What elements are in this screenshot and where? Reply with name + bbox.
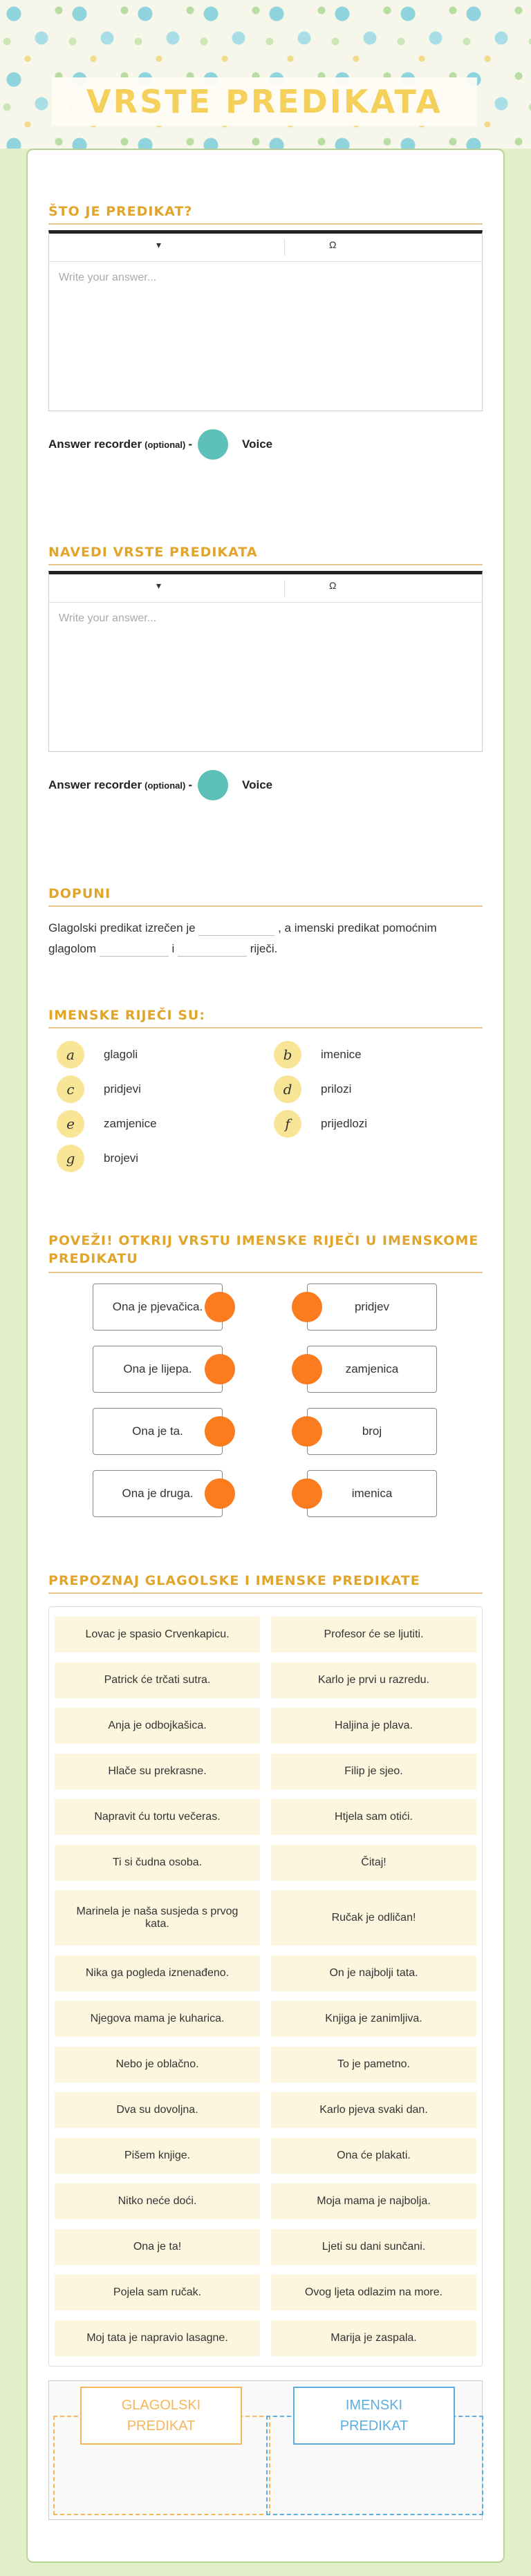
bucket-label-line1: IMENSKI bbox=[345, 2398, 403, 2413]
match-left-connector[interactable] bbox=[205, 1292, 235, 1322]
fill-in-text bbox=[48, 918, 483, 959]
answer-textarea[interactable]: Write your answer... bbox=[59, 612, 157, 624]
fill-text-1: Glagolski predikat izrečen je bbox=[48, 921, 196, 934]
section-heading: ŠTO JE PREDIKAT? bbox=[48, 204, 483, 225]
predicate-tile[interactable]: Ovog ljeta odlazim na more. bbox=[271, 2275, 476, 2311]
match-left-box[interactable]: Ona je druga. bbox=[93, 1470, 223, 1517]
editor-toolbar bbox=[49, 574, 482, 603]
predicate-tile[interactable]: Karlo je prvi u razredu. bbox=[271, 1662, 476, 1698]
predicate-tile[interactable]: Pišem knjige. bbox=[55, 2138, 260, 2174]
predicate-tile[interactable]: Marinela je naša susjeda s prvog kata. bbox=[55, 1890, 260, 1946]
toolbar-divider bbox=[284, 580, 285, 596]
match-left-box[interactable]: Ona je lijepa. bbox=[93, 1346, 223, 1393]
predicate-tile[interactable]: Njegova mama je kuharica. bbox=[55, 2001, 260, 2037]
bucket-label-glagolski bbox=[80, 2387, 242, 2445]
predicate-tile[interactable]: Pojela sam ručak. bbox=[55, 2275, 260, 2311]
answer-textarea[interactable]: Write your answer... bbox=[59, 272, 157, 283]
option-label: pridjevi bbox=[104, 1082, 141, 1096]
predicate-tile[interactable]: Anja je odbojkašica. bbox=[55, 1708, 260, 1744]
predicate-tile[interactable]: Napravit ću tortu večeras. bbox=[55, 1799, 260, 1835]
editor-toolbar bbox=[49, 234, 482, 262]
predicate-tile[interactable]: Knjiga je zanimljiva. bbox=[271, 2001, 476, 2037]
predicate-tile[interactable]: Nitko neće doći. bbox=[55, 2183, 260, 2219]
bucket-label-line2: PREDIKAT bbox=[339, 2418, 409, 2434]
match-left-box[interactable]: Ona je pjevačica. bbox=[93, 1284, 223, 1331]
match-left-connector[interactable] bbox=[205, 1354, 235, 1384]
recorder-label: Answer recorder bbox=[48, 438, 142, 451]
format-dropdown-icon[interactable]: ▾ bbox=[156, 239, 162, 250]
section-q2 bbox=[48, 545, 483, 800]
option-item[interactable] bbox=[48, 1145, 266, 1172]
section-heading: IMENSKE RIJEČI SU: bbox=[48, 1008, 483, 1028]
match-row bbox=[48, 1346, 483, 1394]
option-label: prijedlozi bbox=[321, 1117, 368, 1130]
match-row bbox=[48, 1284, 483, 1332]
match-right-box[interactable]: zamjenica bbox=[307, 1346, 437, 1393]
bucket-label-line2: PREDIKAT bbox=[127, 2418, 196, 2434]
option-letter-badge: e bbox=[57, 1110, 84, 1138]
match-right-connector[interactable] bbox=[292, 1292, 322, 1322]
predicate-tile[interactable]: Patrick će trčati sutra. bbox=[55, 1662, 260, 1698]
toolbar-divider bbox=[284, 239, 285, 256]
match-left-connector[interactable] bbox=[205, 1478, 235, 1509]
answer-recorder bbox=[48, 429, 483, 460]
answer-editor bbox=[48, 571, 483, 752]
option-item[interactable] bbox=[266, 1110, 483, 1138]
predicate-tile[interactable]: Nika ga pogleda iznenađeno. bbox=[55, 1955, 260, 1991]
predicate-tile[interactable]: Ona je ta! bbox=[55, 2229, 260, 2265]
bucket-label-imenski bbox=[293, 2387, 455, 2445]
blank-input-3[interactable] bbox=[178, 942, 247, 957]
special-characters-icon[interactable]: Ω bbox=[329, 580, 337, 591]
fill-text-2: , a imenski predikat pomoćnim bbox=[278, 921, 437, 934]
predicate-tile[interactable]: Haljina je plava. bbox=[271, 1708, 476, 1744]
record-button[interactable] bbox=[198, 429, 228, 460]
match-right-box[interactable]: imenica bbox=[307, 1470, 437, 1517]
floral-banner bbox=[0, 0, 531, 149]
predicate-tile[interactable]: Moj tata je napravio lasagne. bbox=[55, 2320, 260, 2356]
special-characters-icon[interactable]: Ω bbox=[329, 239, 337, 250]
recorder-label: Answer recorder bbox=[48, 778, 142, 791]
option-letter-badge: g bbox=[57, 1145, 84, 1172]
section-q4 bbox=[48, 1008, 483, 1172]
section-q3 bbox=[48, 886, 483, 959]
match-row bbox=[48, 1408, 483, 1456]
option-item[interactable] bbox=[266, 1075, 483, 1103]
sort-items-grid bbox=[55, 1617, 476, 2356]
section-q1 bbox=[48, 204, 483, 460]
option-letter-badge: d bbox=[274, 1075, 301, 1103]
bucket-label-line1: GLAGOLSKI bbox=[121, 2398, 201, 2413]
option-label: zamjenice bbox=[104, 1117, 157, 1130]
option-item[interactable] bbox=[48, 1110, 266, 1138]
fill-text-3: glagolom bbox=[48, 942, 96, 955]
match-right-connector[interactable] bbox=[292, 1354, 322, 1384]
predicate-tile[interactable]: Ljeti su dani sunčani. bbox=[271, 2229, 476, 2265]
option-letter-badge: a bbox=[57, 1041, 84, 1069]
predicate-tile[interactable]: Lovac je spasio Crvenkapicu. bbox=[55, 1617, 260, 1653]
option-label: prilozi bbox=[321, 1082, 352, 1096]
match-left-box[interactable]: Ona je ta. bbox=[93, 1408, 223, 1455]
page-title: VRSTE PREDIKATA bbox=[86, 83, 442, 120]
option-item[interactable] bbox=[48, 1041, 266, 1069]
predicate-tile[interactable]: Filip je sjeo. bbox=[271, 1754, 476, 1789]
predicate-tile[interactable]: Profesor će se ljutiti. bbox=[271, 1617, 476, 1653]
predicate-tile[interactable]: Čitaj! bbox=[271, 1845, 476, 1881]
predicate-tile[interactable]: Karlo pjeva svaki dan. bbox=[271, 2092, 476, 2128]
recorder-optional: (optional) bbox=[145, 780, 186, 791]
predicate-tile[interactable]: On je najbolji tata. bbox=[271, 1955, 476, 1991]
match-right-connector[interactable] bbox=[292, 1478, 322, 1509]
format-dropdown-icon[interactable]: ▾ bbox=[156, 580, 162, 591]
option-label: glagoli bbox=[104, 1048, 138, 1061]
option-label: imenice bbox=[321, 1048, 362, 1061]
predicate-tile[interactable]: Dva su dovoljna. bbox=[55, 2092, 260, 2128]
record-button[interactable] bbox=[198, 770, 228, 800]
drop-zone bbox=[48, 2380, 483, 2520]
fill-text-4: i bbox=[171, 942, 175, 955]
title-box bbox=[52, 77, 477, 126]
voice-label: Voice bbox=[242, 438, 273, 451]
answer-editor bbox=[48, 230, 483, 411]
predicate-tile[interactable]: Htjela sam otići. bbox=[271, 1799, 476, 1835]
voice-label: Voice bbox=[242, 778, 273, 791]
recorder-dash: - bbox=[188, 778, 193, 791]
section-q6 bbox=[48, 1573, 483, 2520]
option-item[interactable] bbox=[266, 1041, 483, 1069]
section-heading: NAVEDI VRSTE PREDIKATA bbox=[48, 545, 483, 565]
recorder-optional: (optional) bbox=[145, 439, 186, 450]
match-right-connector[interactable] bbox=[292, 1416, 322, 1447]
section-q5 bbox=[48, 1232, 483, 1273]
match-left-connector[interactable] bbox=[205, 1416, 235, 1447]
predicate-tile[interactable]: Ti si čudna osoba. bbox=[55, 1845, 260, 1881]
answer-recorder bbox=[48, 770, 483, 800]
option-letter-badge: c bbox=[57, 1075, 84, 1103]
option-item[interactable] bbox=[48, 1075, 266, 1103]
predicate-tile[interactable]: Marija je zaspala. bbox=[271, 2320, 476, 2356]
section-heading: POVEŽI! OTKRIJ VRSTU IMENSKE RIJEČI U IMENSKOME PREDIKATU bbox=[48, 1232, 483, 1273]
predicate-tile[interactable]: Nebo je oblačno. bbox=[55, 2047, 260, 2083]
option-label: brojevi bbox=[104, 1151, 139, 1165]
predicate-tile[interactable]: Moja mama je najbolja. bbox=[271, 2183, 476, 2219]
options-grid bbox=[48, 1041, 483, 1172]
sort-items-area bbox=[48, 1606, 483, 2367]
match-right-box[interactable]: broj bbox=[307, 1408, 437, 1455]
option-letter-badge: f bbox=[274, 1110, 301, 1138]
match-row bbox=[48, 1470, 483, 1519]
fill-text-5: riječi. bbox=[250, 942, 278, 955]
blank-input-1[interactable] bbox=[198, 921, 274, 936]
section-heading: PREPOZNAJ GLAGOLSKE I IMENSKE PREDIKATE bbox=[48, 1573, 483, 1594]
predicate-tile[interactable]: Hlače su prekrasne. bbox=[55, 1754, 260, 1789]
predicate-tile[interactable]: Ona će plakati. bbox=[271, 2138, 476, 2174]
predicate-tile[interactable]: To je pametno. bbox=[271, 2047, 476, 2083]
blank-input-2[interactable] bbox=[100, 942, 169, 957]
match-right-box[interactable]: pridjev bbox=[307, 1284, 437, 1331]
section-heading: DOPUNI bbox=[48, 886, 483, 907]
recorder-dash: - bbox=[188, 438, 193, 451]
option-letter-badge: b bbox=[274, 1041, 301, 1069]
predicate-tile[interactable]: Ručak je odličan! bbox=[271, 1890, 476, 1946]
